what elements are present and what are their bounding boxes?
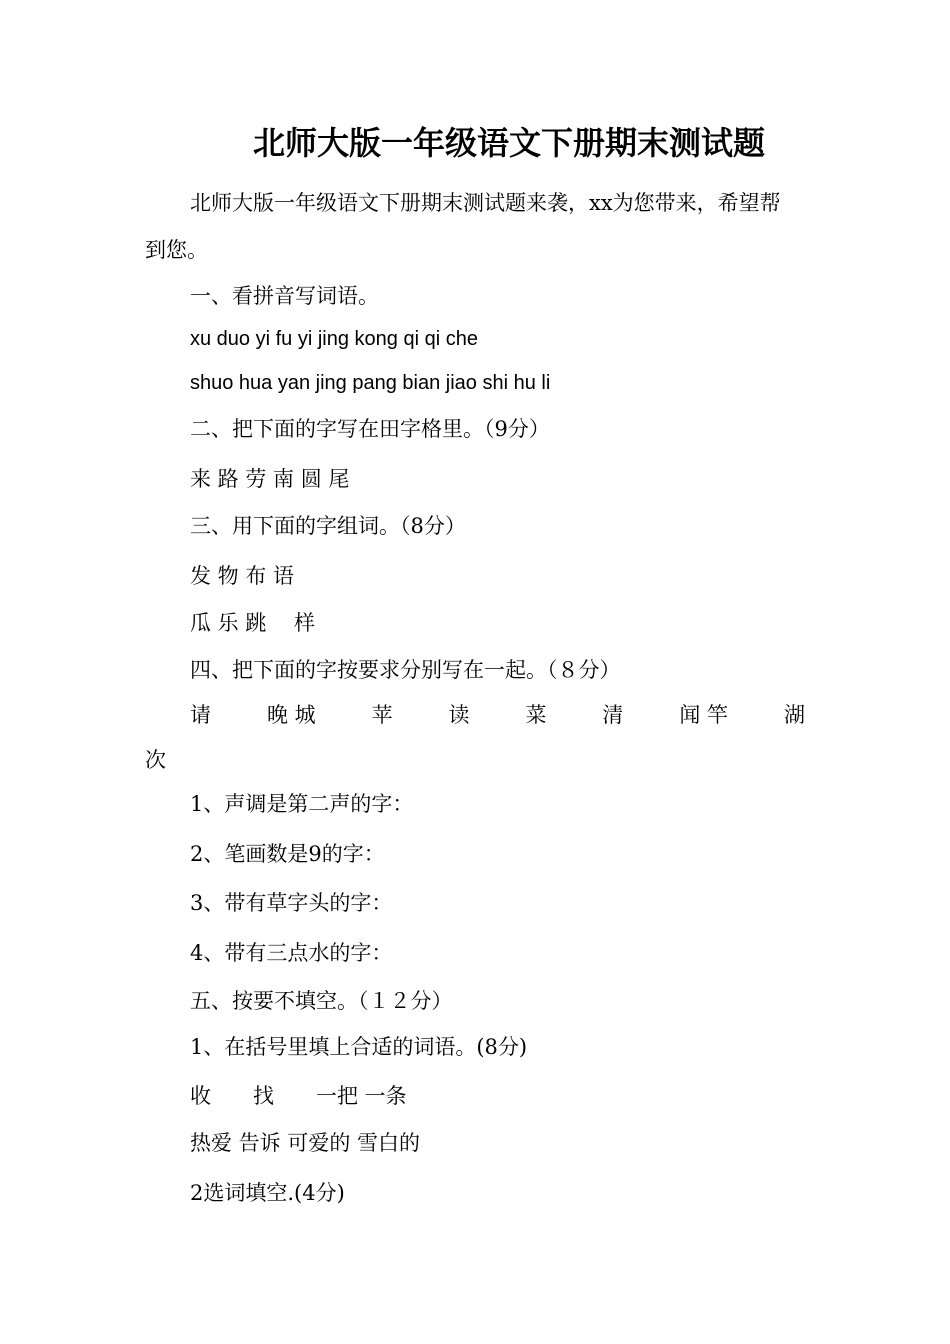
pinyin-row-1: xu duo yi fu yi jing kong qi qi che <box>190 328 478 350</box>
section-4-heading: 四、把下面的字按要求分别写在一起。（８分） <box>190 658 621 682</box>
section-5-row-2: 热爱 告诉 可爱的 雪白的 <box>190 1131 421 1155</box>
pinyin-row-2: shuo hua yan jing pang bian jiao shi hu li <box>190 372 551 394</box>
char-item: 晚 城 <box>266 703 316 727</box>
char-item: 请 <box>190 703 211 727</box>
section-2-chars: 来 路 劳 南 圆 尾 <box>190 467 350 491</box>
intro-line-1: 北师大版一年级语文下册期末测试题来袭，xx为您带来，希望帮 <box>190 191 781 215</box>
section-5-sub-1: 1、在括号里填上合适的词语。(8分) <box>190 1035 528 1059</box>
section-4-overflow-char: 次 <box>145 748 166 772</box>
section-4-item-3: 3、带有草字头的字： <box>190 891 393 915</box>
char-item: 菜 <box>525 703 547 727</box>
section-3-row-2: 瓜 乐 跳 样 <box>190 611 316 635</box>
char-item: 闻 竿 <box>679 703 728 727</box>
intro-line-2: 到您。 <box>145 238 208 262</box>
section-4-char-row <box>190 701 805 729</box>
section-5-sub-2: 2选词填空.(4分) <box>190 1181 345 1205</box>
page-title: 北师大版一年级语文下册期末测试题 <box>252 124 765 162</box>
section-4-item-2: 2、笔画数是9的字： <box>190 842 385 866</box>
char-item: 湖 <box>783 703 805 727</box>
char-item: 清 <box>602 703 624 727</box>
section-1-heading: 一、看拼音写词语。 <box>190 284 379 308</box>
section-4-item-4: 4、带有三点水的字： <box>190 941 393 965</box>
section-3-row-1: 发 物 布 语 <box>190 564 295 588</box>
section-2-heading: 二、把下面的字写在田字格里。（9分） <box>190 417 550 441</box>
char-item: 苹 <box>371 703 393 727</box>
section-5-row-1: 收 找 一把 一条 <box>190 1084 407 1108</box>
char-item: 读 <box>448 703 470 727</box>
section-4-item-1: 1、声调是第二声的字： <box>190 792 414 816</box>
section-3-heading: 三、用下面的字组词。（8分） <box>190 514 466 538</box>
section-5-heading: 五、按要不填空。（１２分） <box>190 989 453 1013</box>
